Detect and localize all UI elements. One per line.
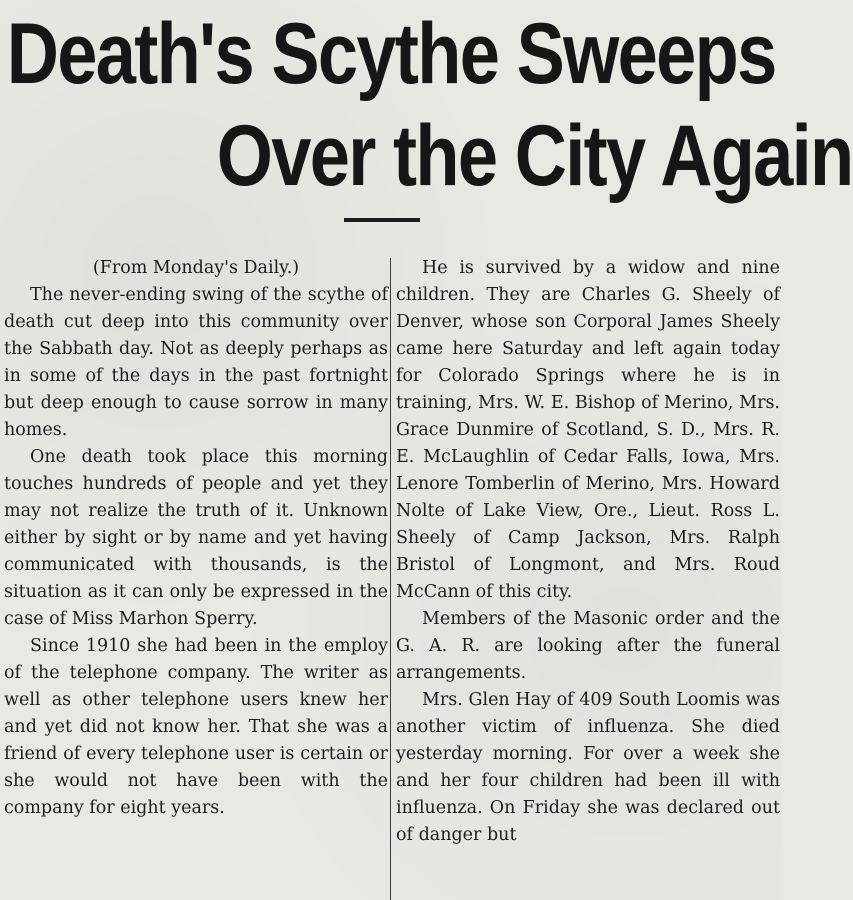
article-column-left [4,255,388,822]
article-paragraph: Members of the Masonic order and the G. A. R. are looking after the funeral arrangements. [396,609,780,683]
article-credit: (From Monday's Daily.) [92,258,300,278]
headline-rule [344,218,420,222]
headline-line-2: Over the City Again [216,108,853,204]
article-paragraph: Since 1910 she had been in the employ of the telephone company. The writer as well as other telephone users knew her and yet did not know her. That she was a friend of every telephone user is certain or she would not have been with the company for eight years. [4,636,388,818]
headline-line-1: Death's Scythe Sweeps [6,6,776,102]
column-divider [390,258,391,900]
article-paragraph: He is survived by a widow and nine children. They are Charles G. Sheely of Denver, whose son Corporal James Sheely came here Saturday and left again today for Colorado Springs where he is in training, Mrs. W. E. Bishop of Merino, Mrs. Grace Dunmire of Scotland, S. D., Mrs. R. E. McLaughlin of Cedar Falls, Iowa, Mrs. Lenore Tomberlin of Merino, Mrs. Howard Nolte of Lake View, Ore., Lieut. Ross L. Sheely of Camp Jackson, Mrs. Ralph Bristol of Longmont, and Mrs. Roud McCann of this city. [396,258,780,602]
headline [0,0,853,204]
article-paragraph: Mrs. Glen Hay of 409 South Loomis was another victim of influenza. She died yesterday morning. For over a week she and her four children had been ill with influenza. On Friday she was declared out of danger but [396,690,780,845]
article-paragraph: One death took place this morning touches hundreds of people and yet they may not realize the truth of it. Unknown either by sight or by name and yet having communicated with thousands, is the situation as it can only be expressed in the case of Miss Marhon Sperry. [4,447,388,629]
article-paragraph: The never-ending swing of the scythe of death cut deep into this community over the Sabbath day. Not as deeply perhaps as in some of the days in the past fortnight but deep enough to cause sorrow in many homes. [4,285,388,440]
article-column-right [396,255,780,849]
